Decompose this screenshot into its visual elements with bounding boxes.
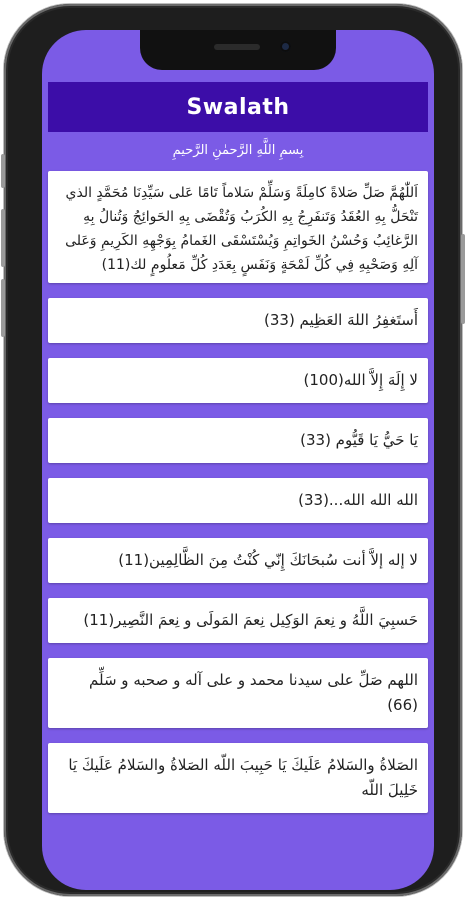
power-button [461, 234, 465, 324]
list-item[interactable] [48, 538, 428, 583]
bismillah-header: بِسمِ اللَّهِ الرَّحمٰنِ الرَّحيمِ [172, 143, 304, 158]
list-item-text: الله الله الله...(33) [298, 491, 418, 509]
swalath-list[interactable] [48, 171, 428, 828]
speaker-grille [214, 44, 260, 50]
volume-down-button [1, 279, 5, 337]
list-item[interactable] [48, 358, 428, 403]
list-item-text: اَللّٰهُمَّ صَلِّ صَلاةً كامِلَةً وَسَلِّمْ سَلاماً تَامًا عَلى سَيِّدِنَا مُحَمَّدٍ الذي تَنْحَلُّ بِهِ العُقَدُ وَتَنفَرِجُ بِهِ الكُرَبُ وَتُقْضَى بِهِ الحَوائِجُ وَتُنالُ بِهِ الرَّغائِبُ وَحُسْنُ الخَواتِمِ وَيُسْتَسْقَى الغَمامُ بِوَجْهِهِ الكَرِيمِ وَعَلى آلِهِ وَصَحْبِهِ فِي كُلِّ لَمْحَةٍ وَنَفَسٍ بِعَدَدِ كُلِّ مَعلُومٍ لك(11) [65, 185, 418, 273]
list-item-text: اللهم صَلِّ على سيدنا محمد و على آله و صحبه و سَلِّم (66) [89, 671, 418, 714]
camera-icon [280, 41, 291, 52]
list-item[interactable] [48, 598, 428, 643]
list-item[interactable] [48, 658, 428, 728]
phone-frame [4, 4, 462, 896]
list-item[interactable] [48, 743, 428, 813]
app-bar [48, 82, 428, 132]
list-item[interactable] [48, 171, 428, 283]
notch [140, 30, 336, 70]
screen [42, 30, 434, 890]
list-item-text: الصَلاةُ والسَلامُ عَلَيكَ يَا حَبِيبَ اللّه الصَلاةُ والسَلامُ عَلَيكَ يَا خَلِيلَ اللّه [68, 756, 418, 799]
volume-up-button [1, 209, 5, 267]
list-item[interactable] [48, 298, 428, 343]
list-item-text: لا إله إلاَّ أنت سُبحَانَكَ إِنّي كُنْتُ مِنَ الظَّالِمِين(11) [118, 551, 418, 569]
list-item-text: حَسبِيَ اللَّهُ و نِعمَ الوَكِيل نِعمَ المَولَى و نِعمَ النَّصِير(11) [83, 611, 418, 629]
app-title: Swalath [186, 94, 290, 120]
list-item-text: يَا حَيُّ يَا قَيُّوم (33) [300, 431, 418, 449]
side-button [1, 154, 5, 188]
list-item[interactable] [48, 418, 428, 463]
list-item-text: لا إِلَهَ إِلاَّ الله(100) [303, 371, 418, 389]
list-item[interactable] [48, 478, 428, 523]
list-item-text: أَستَغفِرُ اللهَ العَظِيم (33) [263, 311, 418, 329]
